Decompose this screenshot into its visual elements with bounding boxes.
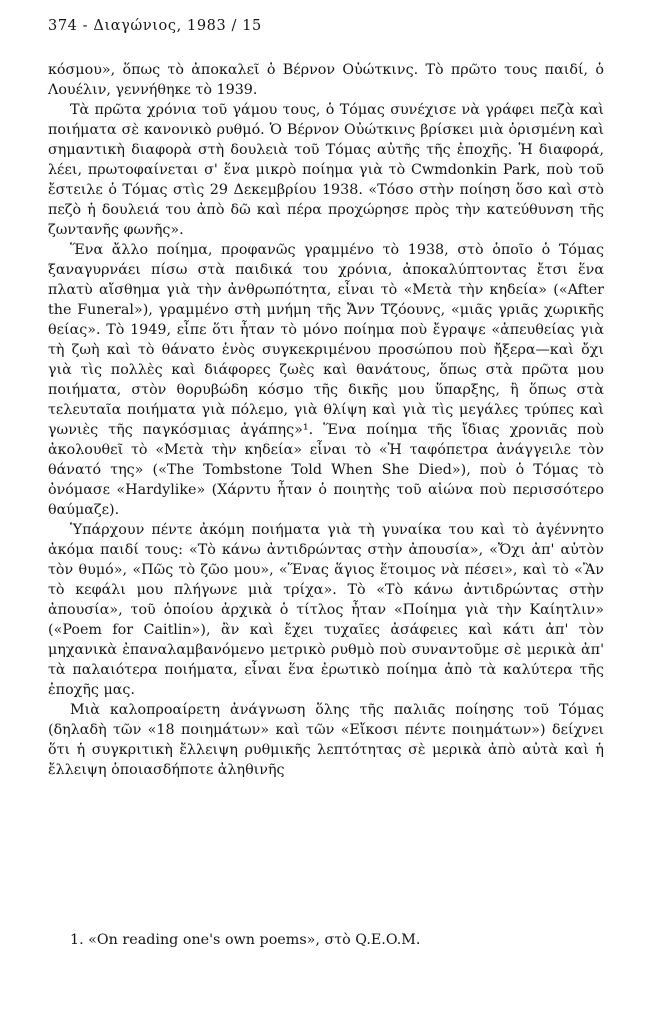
paragraph-5: Μιὰ καλοπροαίρετη ἀνάγνωση ὅλης τῆς παλιᾶς ποίησης τοῦ Τόμας (δηλαδὴ τῶν «18 ποιημάτων» καὶ τῶν «Εἴκοσι πέντε ποιημάτων») δείχνει ὅτι ἡ συγκριτικὴ ἔλλειψη ρυθμικῆς λεπτότητας σὲ μερικὰ ἀπὸ αὐτὰ καὶ ἡ ἔλλειψη ὁποιασδήποτε ἀληθινῆς <box>48 702 604 778</box>
running-head: 374 - Διαγώνιος, 1983 / 15 <box>48 18 262 34</box>
paragraph-4: Ὑπάρχουν πέντε ἀκόμη ποιήματα γιὰ τὴ γυναίκα του καὶ τὸ ἀγέννητο ἀκόμα παιδί τους: «Τὸ κάνω ἀντιδρώντας στὴν ἀπουσία», «Ὄχι ἀπ' αὐτὸν τὸν θυμό», «Πῶς τὸ ζῶο μου», «Ἕνας ἅγιος ἕτοιμος νὰ πέσει», καὶ τὸ «Ἂν τὸ κεφάλι μου πλήγωνε μιὰ τρίχα». Τὸ «Τὸ κάνω ἀντιδρώντας στὴν ἀπουσία», τοῦ ὁποίου ἀρχικὰ ὁ τίτλος ἦταν «Ποίημα γιὰ τὴν Καίητλιν» («Poem for Caitlin»), ἂν καὶ ἔχει τυχαῖες ἀσάφειες καὶ κάτι ἀπ' τὸν μηχανικὰ ἐπαναλαμβανόμενο μετρικὸ ρυθμὸ ποὺ συναντοῦμε σὲ μερικὰ ἀπ' τὰ παλαιότερα ποιήματα, εἶναι ἕνα ἐρωτικὸ ποίημα ἀπὸ τὰ καλύτερα τῆς ἐποχῆς μας. <box>48 522 604 698</box>
paragraph-2: Τὰ πρῶτα χρόνια τοῦ γάμου τους, ὁ Τόμας συνέχισε νὰ γράφει πεζὰ καὶ ποιήματα σὲ κανονικὸ ρυθμό. Ὁ Βέρνον Οὐώτκινς βρίσκει μιὰ ὁρισμένη καὶ σημαντικὴ διαφορὰ στὴ δουλειὰ τοῦ Τόμας αὐτῆς τῆς ἐποχῆς. Ἡ διαφορά, λέει, πρωτοφαίνεται σ' ἕνα μικρὸ ποίημα γιὰ τὸ Cwmdonkin Park, ποὺ τοῦ ἔστειλε ὁ Τόμας στὶς 29 Δεκεμβρίου 1938. «Τόσο στὴν ποίηση ὅσο καὶ στὸ πεζὸ ἡ δουλειά του ἀπὸ δῶ καὶ πέρα προχώρησε πρὸς τὴν κατεύθυνση τῆς ζωντανῆς φωνῆς». <box>48 102 604 238</box>
article-body <box>48 60 604 780</box>
footnote: 1. «On reading one's own poems», στὸ Q.E.O.M. <box>70 932 421 948</box>
paragraph-3: Ἕνα ἄλλο ποίημα, προφανῶς γραμμένο τὸ 1938, στὸ ὁποῖο ὁ Τόμας ξαναγυρνάει πίσω στὰ παιδικά του χρόνια, ἀποκαλύπτοντας ἔτσι ἕνα πλατὺ αἴσθημα γιὰ τὴν ἀνθρωπότητα, εἶναι τὸ «Μετὰ τὴν κηδεία» («After the Funeral»), γραμμένο στὴ μνήμη τῆς Ἄνν Τζόουνς, «μιᾶς γριᾶς χωρικῆς θείας». Τὸ 1949, εἶπε ὅτι ἦταν τὸ μόνο ποίημα ποὺ ἔγραψε «ἀπευθείας γιὰ τὴ ζωὴ καὶ τὸ θάνατο ἑνὸς συγκεκριμένου προσώπου ποὺ ἤξερα—καὶ ὄχι γιὰ τὶς πολλὲς καὶ διάφορες ζωὲς καὶ θανάτους, ὅπως στὰ πρῶτα μου ποιήματα, στὸν θορυβώδη κόσμο τῆς δικῆς μου ὕπαρξης, ἢ ὅπως στὰ τελευταῖα ποιήματα γιὰ πόλεμο, γιὰ θλίψη καὶ γιὰ τὶς μεγάλες τρύπες καὶ γωνιὲς τῆς παγκόσμιας ἀγάπης»¹. Ἕνα ποίημα τῆς ἴδιας χρονιᾶς ποὺ ἀκολουθεῖ τὸ «Μετὰ τὴν κηδεία» εἶναι τὸ «Ἡ ταφόπετρα ἀνάγγειλε τὸν θάνατό της» («The Tombstone Told When She Died»), ποὺ ὁ Τόμας τὸ ὀνόμασε «Hardylike» (Χάρντυ ἦταν ὁ ποιητὴς τοῦ αἰώνα ποὺ περισσότερο θαύμαζε). <box>48 242 604 518</box>
paragraph-1: κόσμου», ὅπως τὸ ἀποκαλεῖ ὁ Βέρνον Οὐώτκινς. Τὸ πρῶτο τους παιδί, ὁ Λουέλιν, γεννήθηκε τὸ 1939. <box>48 62 604 98</box>
